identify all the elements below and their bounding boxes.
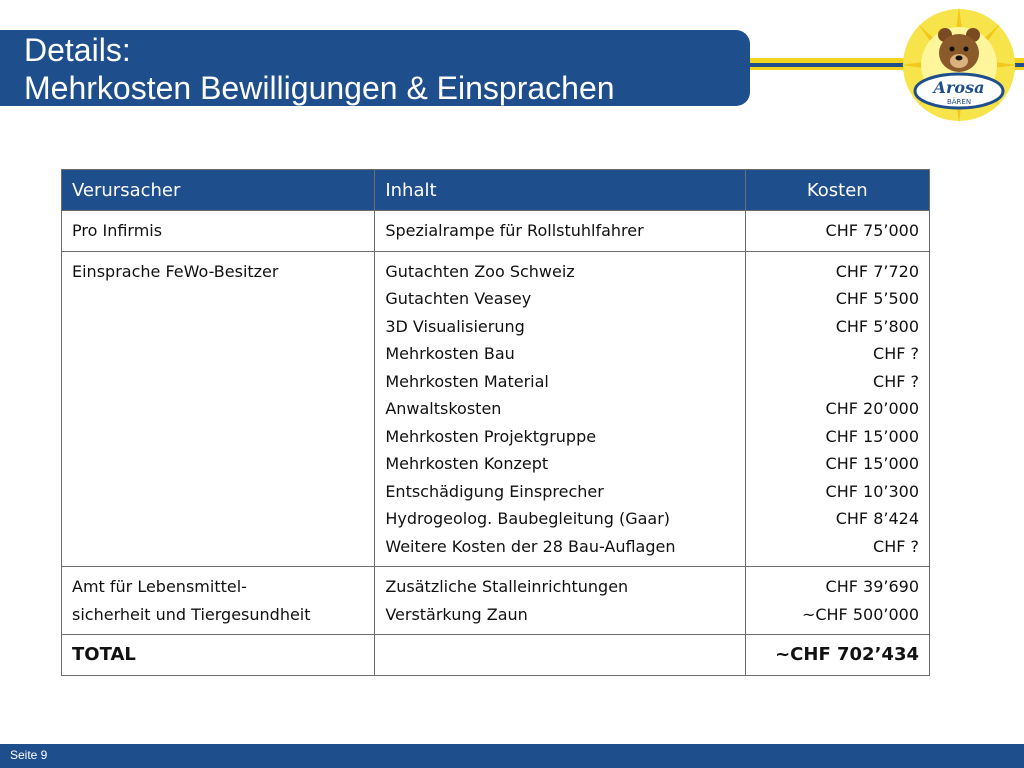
logo-text-baeren: BÄREN (946, 98, 972, 106)
cell-line: sicherheit und Tiergesundheit (72, 604, 311, 624)
page-number: Seite 9 (10, 748, 48, 762)
footer-bar (0, 744, 1024, 768)
table-header-row (62, 170, 930, 211)
table-row (62, 251, 930, 567)
table-row (62, 211, 930, 252)
cell-verursacher (62, 567, 375, 635)
cell-line: CHF 7’720 (835, 261, 919, 281)
cell-line: Zusätzliche Stalleinrichtungen (385, 577, 629, 596)
cell-line: Anwaltskosten (385, 399, 502, 418)
cell-line: Mehrkosten Bau (385, 344, 515, 363)
column-header-kosten: Kosten (745, 170, 929, 211)
total-empty-cell (375, 635, 745, 676)
cell-line: CHF ? (873, 371, 919, 391)
cell-line: CHF 5’800 (835, 316, 919, 336)
cell-kosten (745, 251, 929, 567)
cell-line: CHF ? (873, 536, 919, 556)
cell-line: CHF 10’300 (825, 481, 919, 501)
cell-line: Hydrogeolog. Baubegleitung (Gaar) (385, 509, 671, 528)
cell-line: CHF 39’690 (825, 577, 919, 596)
cell-line: Gutachten Zoo Schweiz (385, 261, 575, 281)
column-header-verursacher: Verursacher (62, 170, 375, 211)
cell-line: Gutachten Veasey (385, 289, 532, 308)
page-title-line1: Details: (24, 32, 131, 68)
cell-line: Spezialrampe für Rollstuhlfahrer (385, 221, 644, 240)
cell-line: Amt für Lebensmittel- (72, 577, 247, 596)
cell-line: Entschädigung Einsprecher (385, 481, 604, 501)
cell-line: 3D Visualisierung (385, 316, 525, 336)
cell-line: CHF 5’500 (835, 289, 919, 308)
cell-line: Mehrkosten Material (385, 371, 549, 391)
logo-text-arosa: Arosa (933, 78, 985, 97)
cell-verursacher (62, 211, 375, 252)
cell-line: CHF 15’000 (825, 426, 919, 446)
total-label: TOTAL (62, 635, 375, 676)
cell-line: Verstärkung Zaun (385, 604, 528, 624)
table-row (62, 567, 930, 635)
cell-line: CHF 15’000 (825, 454, 919, 473)
table-total-row (62, 635, 930, 676)
cell-line: Einsprache FeWo-Besitzer (72, 261, 279, 281)
cell-verursacher (62, 251, 375, 567)
cell-line: CHF 20’000 (825, 399, 919, 418)
page-title (24, 31, 615, 107)
cell-line: Pro Infirmis (72, 221, 163, 240)
cell-line: ~CHF 500’000 (801, 604, 919, 624)
bear-icon (938, 28, 980, 72)
arosa-baeren-logo (900, 5, 1018, 123)
cell-inhalt (375, 251, 745, 567)
total-value: ~CHF 702’434 (745, 635, 929, 676)
cell-line: CHF 75’000 (825, 221, 919, 240)
cell-kosten (745, 567, 929, 635)
cell-line: CHF ? (873, 344, 919, 363)
cell-line: Weitere Kosten der 28 Bau-Auflagen (385, 536, 676, 556)
cell-line: Mehrkosten Konzept (385, 454, 549, 473)
cell-kosten (745, 211, 929, 252)
cell-line: CHF 8’424 (835, 509, 919, 528)
costs-table (61, 169, 930, 676)
cell-line: Mehrkosten Projektgruppe (385, 426, 597, 446)
column-header-inhalt: Inhalt (375, 170, 745, 211)
cell-inhalt (375, 567, 745, 635)
page-title-line2: Mehrkosten Bewilligungen & Einsprachen (24, 70, 615, 106)
cell-inhalt (375, 211, 745, 252)
